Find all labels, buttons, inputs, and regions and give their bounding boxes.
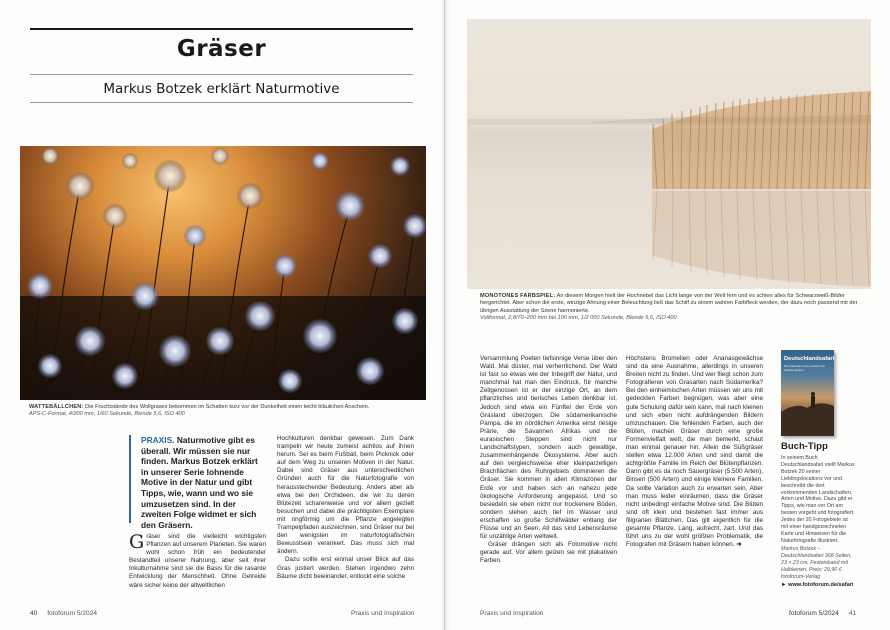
left-column-1-text: räser sind die vielleicht wichtigsten Pflanzen auf unserem Planeten. Sie waren wohl schon früh ein bedeutender Bestandteil unserer Nahrung, aber seit ihrer Inkulturnahme sind sie die Basis für die rasante Entwicklung der Menschheit. Ohne Getreide wäre sicher keine der altweltlichen [129, 533, 266, 589]
caption-meta: APS-C-Format, 4/200 mm, 1/60 Sekunde, Blende 5,6, ISO 400 [29, 411, 185, 418]
left-photo-caption [29, 404, 424, 419]
book-cover [781, 350, 834, 436]
right-page [446, 0, 890, 630]
right-column-2-text: Höchstens Bromelien oder Ananasgewächse sind da eine Ausnahme, allerdings in unseren Breiten nicht zu finden. Und wer fliegt schon zum Fotografieren von Grasarten nach Südamerika? Bei den einheimischen Arten müssen wir uns mit gedeckten Farben begnügen, was aber eine gute Schulung dafür sein kann, mal nach kleinen und sich eben nicht aufdrängenden Bildern umzuschauen. Die fehlenden Farben, auch der Blüten, machen Gräser durch eine große Formenvielfalt wett, die man bemerkt, schaut man einmal genauer hin. Allein die Süßgräser stellen etwa 12.000 Arten und sind damit die achtgrößte Familie im Reich der Blütenpflanzen. Dann gibt es da noch Sauergräser (5.500 Arten), Binsen (500 Arten) und einige kleinere Familien. Da sollte Variation auch zu erwarten sein. Aber man muss leider einräumen, dass die Gräser nicht unbedingt einfache Motive sind. Die Blüten sind oft klein und bestehen fast immer aus filigranen Blättchen. Das gilt eigentlich für die gesamte Pflanze. Lang, aufrecht, zart. Und das führt uns zu der wohl größten Problematik, die Fotografen mit Gräsern haben können. [626, 355, 763, 549]
caption-label: MONOTONES FARBSPIEL: [480, 293, 556, 299]
book-cover-image [781, 350, 834, 436]
reed-lake-photo [467, 19, 871, 289]
right-photo-caption [480, 293, 866, 323]
right-column-1 [480, 355, 617, 565]
lead-kicker: PRAXIS. [141, 435, 175, 445]
article-subtitle: Markus Botzek erklärt Naturmotive [103, 81, 340, 97]
sidebar-text: In seinem Buch Deutschlandsafari stellt Markus Botzek 20 seiner Lieblingslocations vor und beschreibt die dort vorkommenden Landschaften, Arten und Motive. Dazu gibt er Tipps, wie man vor Ort am besten vorgeht und fotografiert. Jedes der 20 Fotogebiete ist mit einer handgezeichneten Karte und Hinweisen für die Naturfotografie illustriert. [781, 455, 855, 544]
section-name-left: Praxis und Inspiration [351, 610, 415, 617]
left-footer [30, 610, 97, 617]
dropcap: G [129, 531, 145, 553]
caption-text: Die Fruchtstände des Wollgrases bekommen im Schatten kurz vor der Dunkelheit einen leicht bläulichen Anschein. [85, 404, 370, 410]
caption-label: WATTEBÄLLCHEN: [29, 404, 84, 410]
right-column-1-text2: Gräser drängen sich als Fotomotive nicht gerade auf. Vor allem geizen sie mit plakativen Farben. [480, 541, 617, 565]
right-footer [789, 610, 856, 617]
page-number-right: 41 [848, 610, 857, 617]
page-number-left: 40 [30, 610, 38, 617]
sidebar-heading: Buch-Tipp [781, 441, 828, 452]
subtitle-bottom-rule [30, 102, 413, 103]
left-column-2-text: Hochkulturen denkbar gewesen. Zum Dank trampeln wir heute zumeist achtlos auf ihnen herum. Sei es beim Fußball, beim Picknick oder auf dem Weg zu unseren Motiven in der Natur. Dabei sind Gräser aus unterschiedlichen Gründen auch für die Naturfotografie von herausstechender Bedeutung. Anders aber als etwa bei den Orchideen, die wir zu deren Blütezeit scharenweise und vor allem gezielt besuchen und dabei die prächtigsten Exemplare mit ringförmig um die Pflanze angelegten Trampelpfaden auszeichnen, sind Gräser nur bei den wenigsten im naturfotografischen Bewusstsein verankert. Das muss sich mal ändern. [277, 435, 414, 556]
continue-arrow-icon: ➜ [736, 541, 742, 549]
book-cover-title: Deutschlandsafari [784, 356, 834, 362]
title-top-rule [30, 28, 413, 30]
caption-text: An diesem Morgen hielt der Hochnebel das Licht lange von der Welt fern und es schien alles für Schwarzweiß-Bilder hergerichtet. Aber schon die erste, winzige Ahnung einer Beleuchtung ließ das Schilf zu einem wahren Farbfleck werden, der dazu noch passend mit der übrigen Ausstattung der Szene harmonierte. [480, 293, 858, 314]
right-column-2 [626, 355, 763, 549]
magazine-name-right: fotoforum 5/2024 [789, 610, 839, 617]
left-column-2-text2: Dazu sollte erst einmal unser Blick auf das Gras justiert werden. Stehen irgendwo zehn Bäume dicht beieinander, entlockt eine solche [277, 556, 414, 580]
link-arrow-icon: ► [781, 582, 789, 588]
sidebar-link-text[interactable]: www.fotoforum.de/safari [788, 582, 854, 588]
sidebar-book-details: Markus Botzek – Deutschlandsafari 368 Seiten, 23 × 23 cm, Festeinband mit Halbleinen, Preis: 29,90 € fotoforum-Verlag [781, 546, 852, 580]
section-name-right: Praxis und Inspiration [480, 610, 544, 617]
article-title: Gräser [176, 36, 267, 62]
book-cover-subtitle: Die schönsten Foto-Locations für Naturfotografen [784, 364, 826, 372]
caption-meta: Vollformat, 2,8/70–200 mm bei 100 mm, 1/2 000 Sekunde, Blende 5,6, ISO 400 [480, 315, 677, 322]
lead-text: Naturmotive gibt es überall. Wir müssen sie nur finden. Markus Botzek erklärt in unserer Serie lohnende Motive in der Natur und gibt Tipps, wie, wann und wo sie umzusetzen sind. In der zweiten Folge widmet er sich den Gräsern. [141, 435, 258, 530]
left-column-1 [129, 533, 266, 590]
sidebar-link[interactable] [781, 582, 853, 588]
lead-paragraph [141, 435, 266, 530]
title-divider [30, 74, 413, 75]
cotton-grass-photo [20, 146, 426, 400]
right-column-1-text: Versammlung Poeten tiefsinnige Verse über den Wald. Mal düster, mal verherrlichend. Der Wald ist fast so etwas wie der Inbegriff der Natur, und manchmal hat man den Eindruck, für manche Zeitgenossen ist er der einzige Ort, an dem pflanzliches und tierisches Leben denkbar ist. Jedoch sind etwa ein Fünftel der Erde von Grasland überzogen. Die südamerikanische Pampa, die im nördlichen Amerika einst riesige Prärie, die Savannen Afrikas und die eurasischen Steppen sind nicht nur Landschaftstypen, sondern auch gewaltige, zusammenhängende Ökosysteme. Aber auch auf den vergleichsweise eher kleinparzelligen Brachflächen des Ruhrgebiets dominieren die Gräser. Sie kommen in allen Klimazonen der Erde vor und haben sich an nahezu jede ökologische Anforderung angepasst. Und so besiedeln sie eben nicht nur trockenere Böden, sondern stehen auch tief im Wasser und erschaffen so große Schilfwälder entlang der Flüsse und an Seen. All das sind Lebensräume für unzählige Arten weltweit. [480, 355, 617, 541]
left-column-2 [277, 435, 414, 581]
lead-accent-bar [129, 435, 131, 523]
magazine-name-left: fotoforum 5/2024 [47, 610, 98, 617]
